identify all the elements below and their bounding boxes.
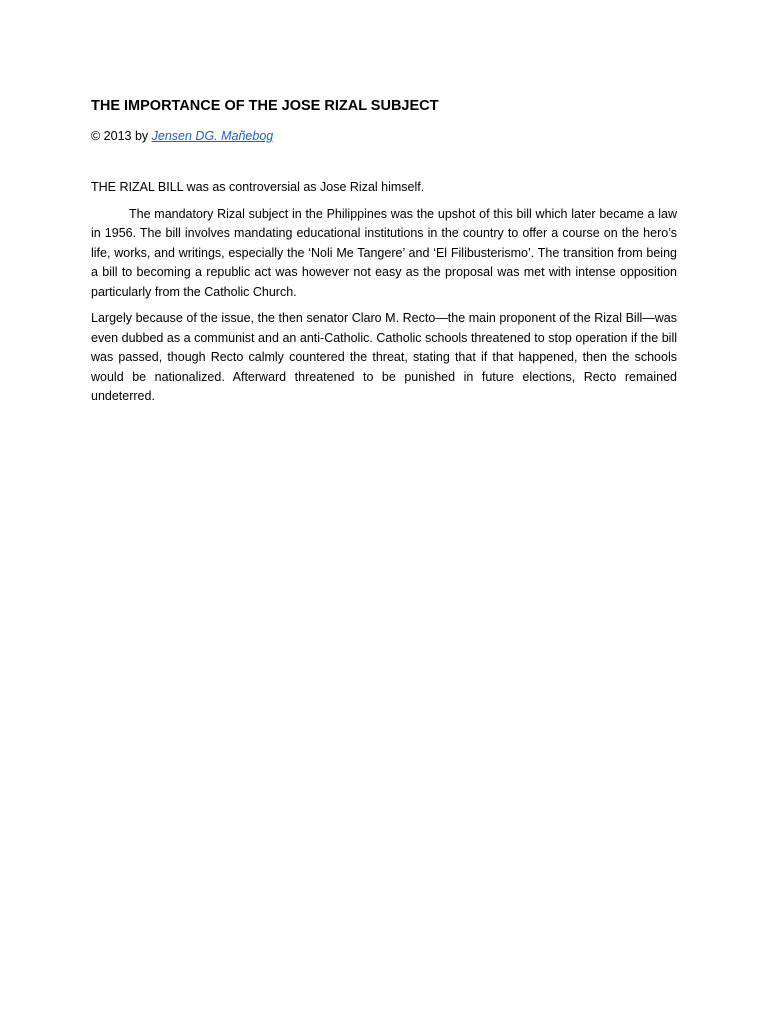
author-link[interactable]: Jensen DG. Mañebog (151, 129, 274, 143)
paragraph-2: Largely because of the issue, the then senator Claro M. Recto—the main proponent of the Rizal Bill—was even dubbed as a communist and an anti-Catholic. Catholic schools threatened to stop operation if the bill was passed, though Recto calmly countered the threat, stating that if that happened, then the schools would be nationalized. Afterward threatened to be punished in future elections, Recto remained undeterred. (91, 311, 677, 403)
document-page (91, 96, 677, 407)
document-title: THE IMPORTANCE OF THE JOSE RIZAL SUBJECT (91, 98, 439, 114)
lead-sentence: THE RIZAL BILL was as controversial as Jose Rizal himself. (91, 180, 425, 194)
copyright-prefix: © 2013 by (91, 129, 152, 143)
paragraph-1: The mandatory Rizal subject in the Philippines was the upshot of this bill which later became a law in 1956. The bill involves mandating educational institutions in the country to offer a course on the hero’s life, works, and writings, especially the ‘Noli Me Tangere’ and ‘El Filibusterismo’. The transition from being a bill to becoming a republic act was however not easy as the proposal was met with intense opposition particularly from the Catholic Church. (91, 206, 677, 299)
copyright-line (91, 127, 677, 145)
